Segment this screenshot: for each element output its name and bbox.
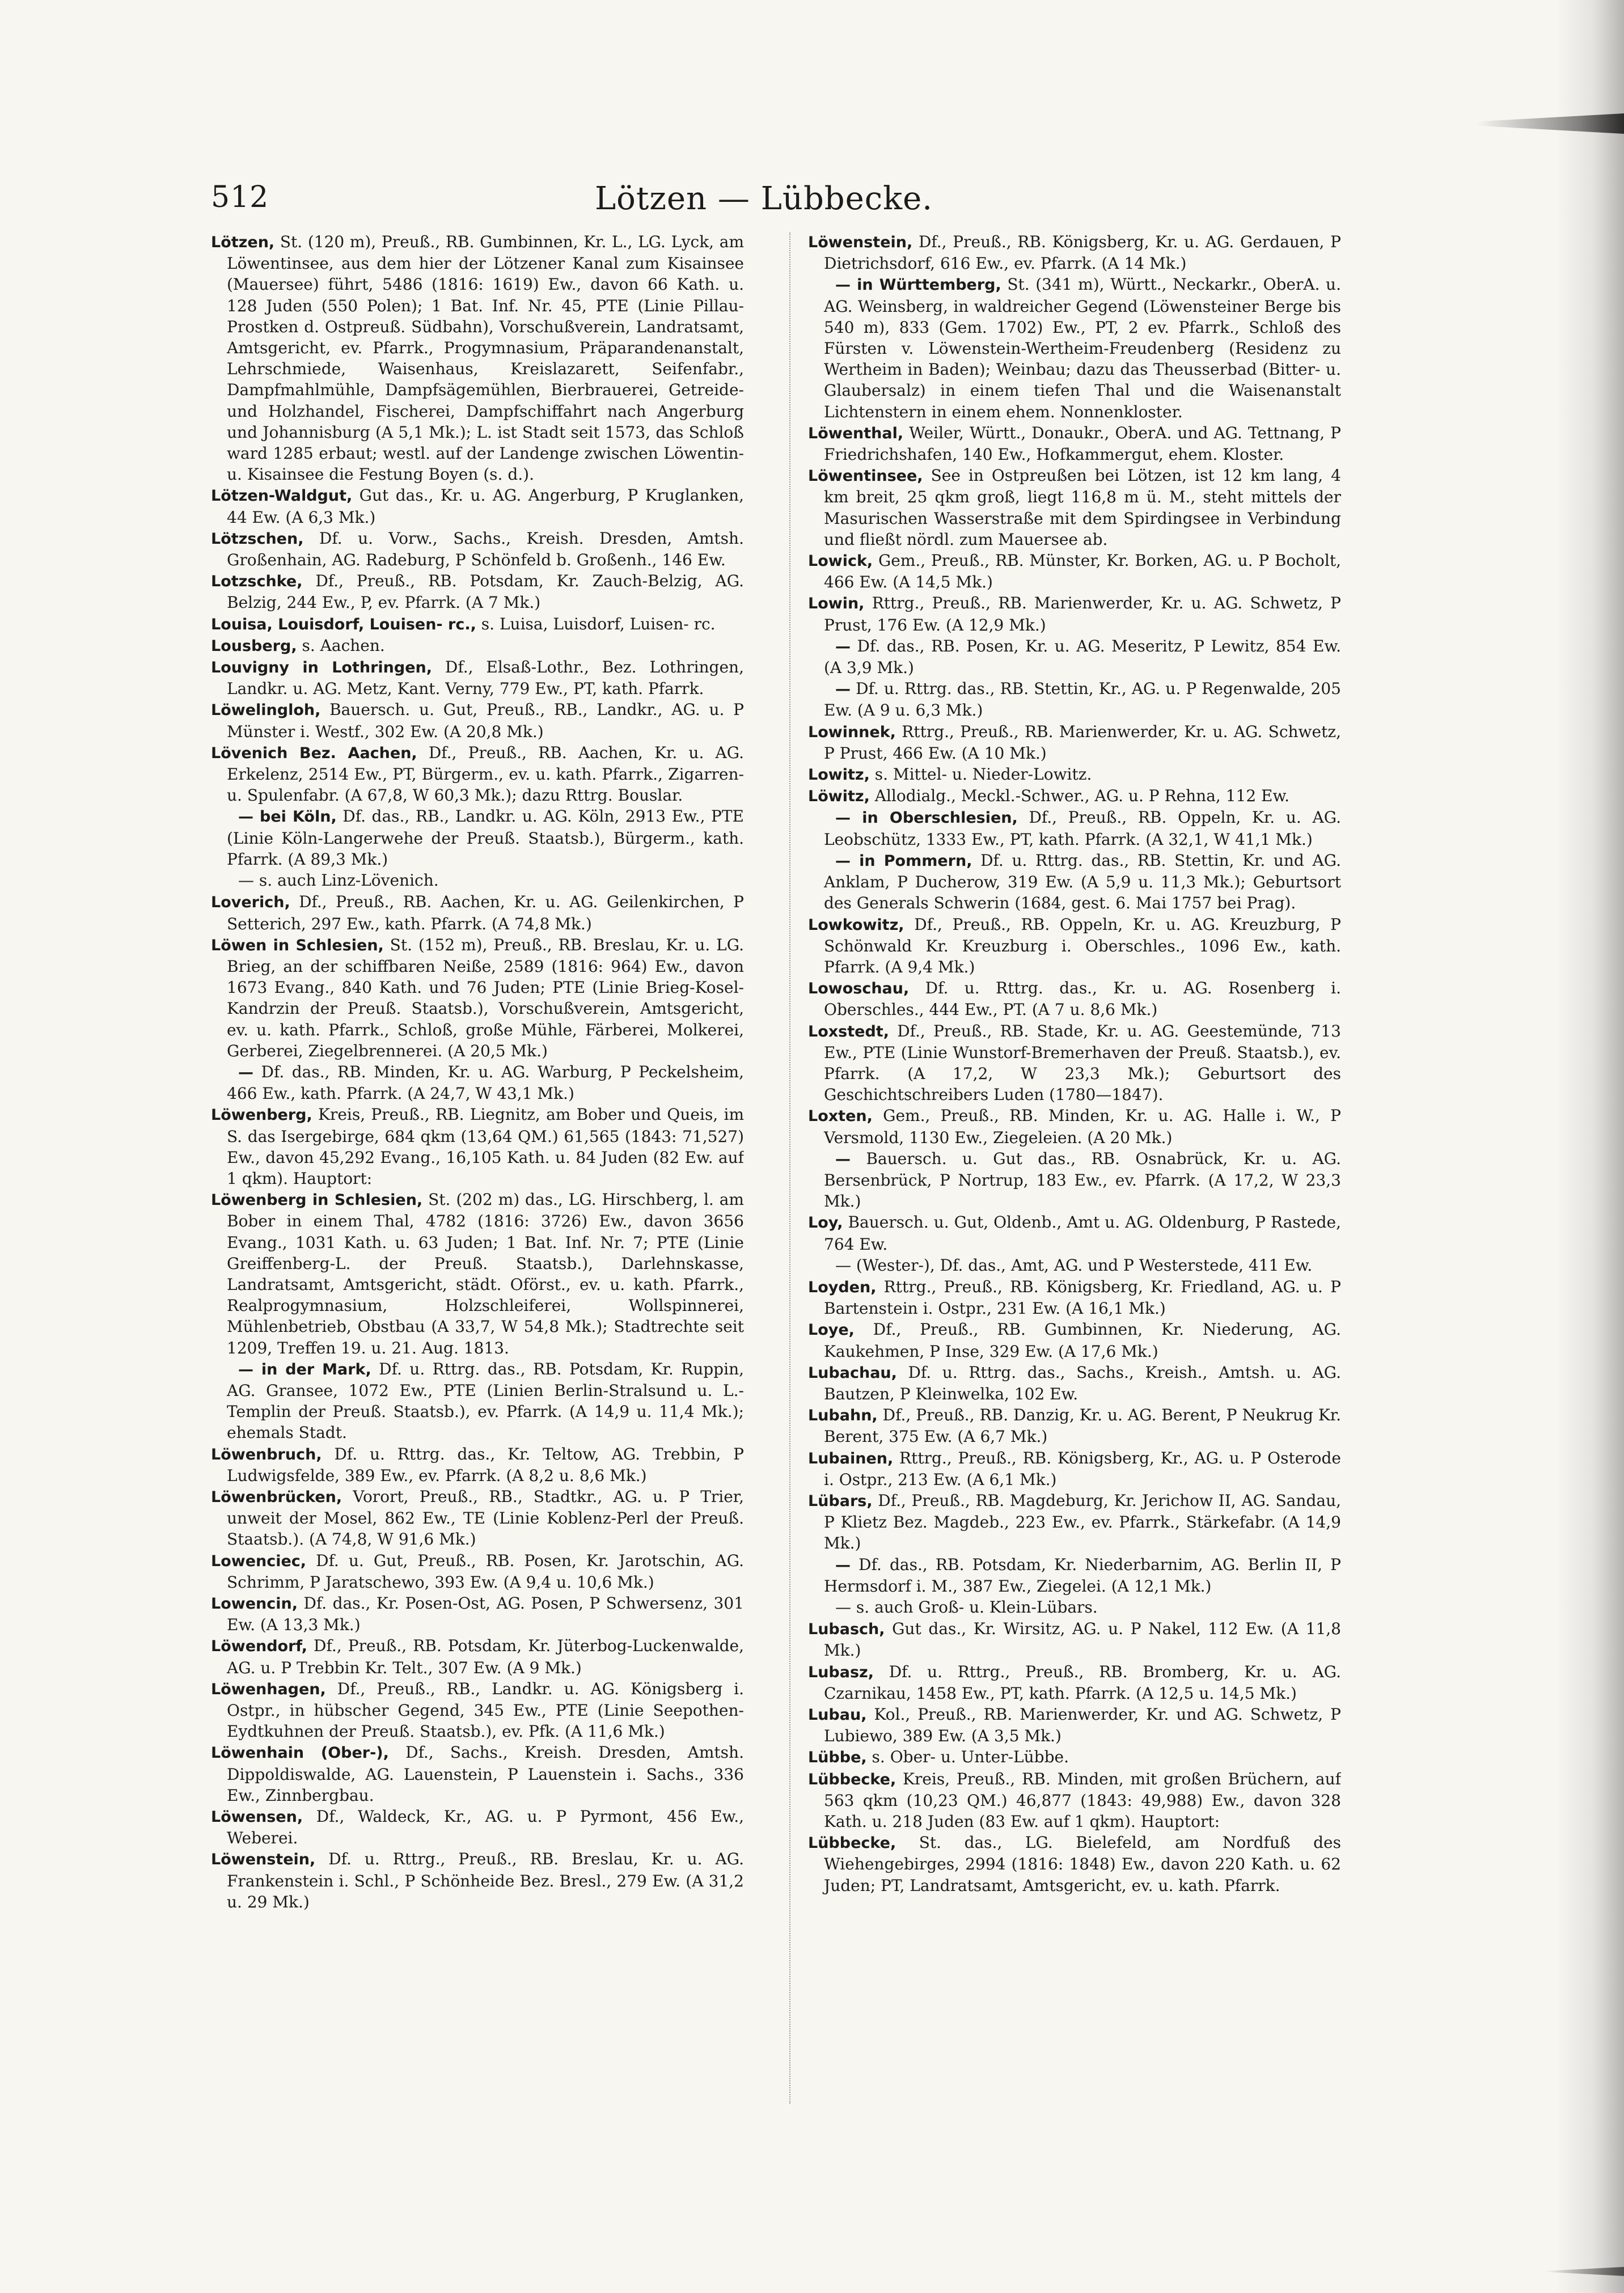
- gazetteer-entry: [211, 614, 744, 635]
- entry-text: Df., Waldeck, Kr., AG. u. P Pyrmont, 456 Ew., Weberei.: [227, 1807, 744, 1848]
- scan-edge-mark-top: [1477, 113, 1624, 134]
- gazetteer-entry: [808, 1554, 1341, 1597]
- entry-headword: Lötzschen,: [211, 530, 304, 548]
- entry-text: Df. u. Rttrg. das., RB. Stettin, Kr., AG. u. P Regenwalde, 205 Ew. (A 9 u. 6,3 Mk.): [824, 679, 1341, 720]
- entry-headword: Lowoschau,: [808, 980, 910, 998]
- entry-text: Df., Preuß., RB. Oppeln, Kr. u. AG. Kreuzburg, P Schönwald Kr. Kreuzburg i. Oberschles., 1096 Ew., kath. Pfarrk. (A 9,4 Mk.): [824, 915, 1341, 976]
- entry-text: — s. auch Linz-Lövenich.: [238, 871, 439, 890]
- entry-headword: Löwenbruch,: [211, 1445, 322, 1463]
- gazetteer-entry: [211, 742, 744, 806]
- entry-text: Rttrg., Preuß., RB. Marienwerder, Kr. u. AG. Schwetz, P Prust, 466 Ew. (A 10 Mk.): [824, 722, 1341, 763]
- entry-headword: Löwenberg,: [211, 1106, 312, 1124]
- entry-headword: Lötzen-Waldgut,: [211, 487, 353, 505]
- entry-headword: Lowitz,: [808, 766, 870, 784]
- entry-text: Bauersch. u. Gut, Preuß., RB., Landkr., AG. u. P Münster i. Westf., 302 Ew. (A 20,8 Mk.): [227, 700, 744, 741]
- gazetteer-entry: [211, 934, 744, 1061]
- entry-headword: Lotzschke,: [211, 573, 303, 591]
- gazetteer-entry: [808, 1404, 1341, 1447]
- entry-headword: Lübbe,: [808, 1749, 867, 1767]
- entry-headword: Lübbecke,: [808, 1770, 896, 1788]
- entry-text: Df., Preuß., RB. Magdeburg, Kr. Jerichow II, AG. Sandau, P Klietz Bez. Magdeb., 223 Ew., ev. Pfarrk., Stärkefabr. (A 14,9 Mk.): [824, 1491, 1341, 1553]
- entry-headword: — in Oberschlesien,: [835, 809, 1018, 827]
- entry-headword: Löwenhagen,: [211, 1680, 326, 1698]
- entry-headword: Lübars,: [808, 1492, 873, 1510]
- entry-headword: Louisa, Louisdorf, Louisen- rc.,: [211, 615, 476, 633]
- entry-headword: —: [835, 1150, 851, 1168]
- gazetteer-entry: [808, 465, 1341, 550]
- entry-text: Weiler, Württ., Donaukr., OberA. und AG. Tettnang, P Friedrichshafen, 140 Ew., Hofkammergut, ehem. Kloster.: [824, 423, 1341, 464]
- entry-headword: —: [835, 680, 851, 699]
- entry-headword: —: [835, 637, 851, 655]
- entry-text: Df., Sachs., Kreish. Dresden, Amtsh. Dippoldiswalde, AG. Lauenstein, P Lauenstein i. Sachs., 336 Ew., Zinnbergbau.: [227, 1743, 744, 1805]
- entry-text: s. Ober- u. Unter-Lübbe.: [866, 1748, 1069, 1767]
- entry-text: Df., Preuß., RB. Danzig, Kr. u. AG. Berent, P Neukrug Kr. Berent, 375 Ew. (A 6,7 Mk.): [824, 1406, 1341, 1446]
- gazetteer-entry: [211, 635, 744, 657]
- entry-text: Rttrg., Preuß., RB. Marienwerder, Kr. u. AG. Schwetz, P Prust, 176 Ew. (A 12,9 Mk.): [824, 594, 1341, 634]
- entry-text: Df. das., RB. Posen, Kr. u. AG. Meseritz, P Lewitz, 854 Ew. (A 3,9 Mk.): [824, 636, 1341, 678]
- entry-headword: Lubainen,: [808, 1449, 894, 1467]
- gazetteer-entry: [808, 422, 1341, 465]
- entry-text: Df. u. Gut, Preuß., RB. Posen, Kr. Jarotschin, AG. Schrimm, P Jaratschewo, 393 Ew. (A 9,4 u. 10,6 Mk.): [227, 1551, 744, 1592]
- entry-text: Df., Preuß., RB. Königsberg, Kr. u. AG. Gerdauen, P Dietrichsdorf, 616 Ew., ev. Pfarrk. (A 14 Mk.): [824, 232, 1341, 273]
- entry-headword: —: [238, 1063, 253, 1081]
- gazetteer-entry: [808, 1769, 1341, 1833]
- entry-headword: —: [835, 1556, 851, 1574]
- gazetteer-entry: [211, 657, 744, 699]
- entry-headword: Löwen in Schlesien,: [211, 936, 384, 954]
- gazetteer-entry: [211, 1593, 744, 1635]
- entry-text: Gut das., Kr. Wirsitz, AG. u. P Nakel, 112 Ew. (A 11,8 Mk.): [824, 1619, 1341, 1660]
- entry-headword: Löwentinsee,: [808, 467, 923, 485]
- gazetteer-entry: [808, 1832, 1341, 1896]
- entry-headword: Lowick,: [808, 552, 873, 570]
- entry-text: Df., Preuß., RB. Potsdam, Kr. Jüterbog-Luckenwalde, AG. u. P Trebbin Kr. Telt., 307 Ew. (A 9 Mk.): [227, 1636, 744, 1677]
- gazetteer-entry: [808, 1362, 1341, 1404]
- entry-headword: Lubasch,: [808, 1621, 885, 1639]
- gazetteer-entry: [808, 764, 1341, 785]
- entry-text: Df. u. Rttrg. das., Sachs., Kreish., Amtsh. u. AG. Bautzen, P Kleinwelka, 102 Ew.: [824, 1363, 1341, 1403]
- entry-headword: Löwenberg in Schlesien,: [211, 1191, 423, 1209]
- entry-headword: Lowinnek,: [808, 723, 896, 741]
- entry-text: Df., Preuß., RB. Aachen, Kr. u. AG. Geilenkirchen, P Setterich, 297 Ew., kath. Pfarrk. (A 74,8 Mk.): [227, 892, 744, 933]
- gazetteer-entry: [808, 636, 1341, 678]
- entry-text: St. (152 m), Preuß., RB. Breslau, Kr. u. LG. Brieg, an der schiffbaren Neiße, 2589 (1816: 964) Ew., davon 1673 Evang., 840 Kath. und 76 Juden; PTE (Linie Brieg-Kosel-Kandrzin der Preuß. Staatsb.), Vorschußverein, Amtsgericht, ev. u. kath. Pfarrk., Schloß, große Mühle, Färberei, Molkerei, Gerberei, Ziegelbrennerei. (A 20,5 Mk.): [227, 935, 744, 1060]
- gazetteer-entry: [808, 1661, 1341, 1704]
- entry-text: Bauersch. u. Gut, Oldenb., Amt u. AG. Oldenburg, P Rastede, 764 Ew.: [824, 1213, 1341, 1254]
- entry-text: Df., Preuß., RB., Landkr. u. AG. Königsberg i. Ostpr., in hübscher Gegend, 345 Ew., PTE (Linie Seepothen-Eydtkuhnen der Preuß. Staatsb.), ev. Pfk. (A 11,6 Mk.): [227, 1679, 744, 1741]
- entry-text: St. (120 m), Preuß., RB. Gumbinnen, Kr. L., LG. Lyck, am Löwentinsee, aus dem hier der Lötzener Kanal zum Kisainsee (Mauersee) führt, 5486 (1816: 1619) Ew., davon 66 Kath. u. 128 Juden (550 Polen); 1 Bat. Inf. Nr. 45, PTE (Linie Pillau-Prostken d. Ostpreuß. Südbahn), Vorschußverein, Landratsamt, Amtsgericht, ev. Pfarrk., Progymnasium, Präparandenanstalt, Lehrschmiede, Waisenhaus, Kreislazarett, Seifenfabr., Dampfmahlmühle, Dampfsägemühlen, Bierbrauerei, Getreide- und Holzhandel, Fischerei, Dampfschiffahrt nach Angerburg und Johannisburg (A 5,1 Mk.); L. ist Stadt seit 1573, das Schloß ward 1285 erbaut; westl. auf der Landenge zwischen Löwentin- u. Kisainsee die Festung Boyen (s. d.).: [227, 232, 744, 484]
- gazetteer-entry: [808, 978, 1341, 1020]
- gazetteer-entry: [211, 231, 744, 485]
- entry-headword: Lötzen,: [211, 234, 275, 251]
- entry-text: Kol., Preuß., RB. Marienwerder, Kr. und AG. Schwetz, P Lubiewo, 389 Ew. (A 3,5 Mk.): [824, 1705, 1341, 1746]
- entry-headword: Lousberg,: [211, 637, 297, 655]
- entry-text: Allodialg., Meckl.-Schwer., AG. u. P Rehna, 112 Ew.: [869, 786, 1290, 806]
- entry-text: — (Wester-), Df. das., Amt, AG. und P Westerstede, 411 Ew.: [835, 1255, 1313, 1275]
- gazetteer-entry: [808, 1276, 1341, 1319]
- entry-headword: Loverich,: [211, 894, 290, 912]
- entry-headword: Loy,: [808, 1214, 843, 1232]
- left-column: [211, 231, 744, 2102]
- entry-headword: Lowencin,: [211, 1595, 298, 1613]
- entry-headword: — in der Mark,: [238, 1360, 371, 1378]
- entry-headword: Löwendorf,: [211, 1638, 307, 1656]
- entry-headword: Lowenciec,: [211, 1552, 307, 1570]
- entry-text: Gem., Preuß., RB. Münster, Kr. Borken, AG. u. P Bocholt, 466 Ew. (A 14,5 Mk.): [824, 551, 1341, 592]
- page-edge-shadow: [1556, 0, 1624, 2293]
- gazetteer-entry: [808, 1618, 1341, 1661]
- entry-headword: Löwenstein,: [211, 1851, 316, 1869]
- entry-text: Df., Preuß., RB. Gumbinnen, Kr. Niederung, AG. Kaukehmen, P Inse, 329 Ew. (A 17,6 Mk.): [824, 1320, 1341, 1361]
- gazetteer-entry: [211, 485, 744, 527]
- entry-text: Gut das., Kr. u. AG. Angerburg, P Kruglanken, 44 Ew. (A 6,3 Mk.): [227, 486, 744, 527]
- entry-text: Gem., Preuß., RB. Minden, Kr. u. AG. Halle i. W., P Versmold, 1130 Ew., Ziegeleien. (A 20 Mk.): [824, 1106, 1341, 1147]
- entry-headword: Löwenthal,: [808, 424, 904, 442]
- entry-headword: Louvigny in Lothringen,: [211, 659, 433, 677]
- gazetteer-entry: [808, 1148, 1341, 1212]
- entry-text: Df., Preuß., RB. Oppeln, Kr. u. AG. Leobschütz, 1333 Ew., PT, kath. Pfarrk. (A 32,1, W 41,1 Mk.): [824, 808, 1341, 849]
- entry-text: Df. u. Rttrg. das., Kr. Teltow, AG. Trebbin, P Ludwigsfelde, 389 Ew., ev. Pfarrk. (A 8,2 u. 8,6 Mk.): [227, 1444, 744, 1485]
- gazetteer-entry: [808, 1597, 1341, 1618]
- entry-text: — s. auch Groß- u. Klein-Lübars.: [835, 1598, 1098, 1617]
- gazetteer-entry: [211, 1678, 744, 1742]
- gazetteer-entry: [808, 1746, 1341, 1768]
- entry-headword: Lubasz,: [808, 1663, 874, 1681]
- gazetteer-entry: [808, 1212, 1341, 1254]
- gazetteer-entry: [211, 870, 744, 891]
- entry-headword: Löwelingloh,: [211, 701, 321, 720]
- entry-headword: Löwenhain (Ober-),: [211, 1744, 389, 1762]
- entry-text: St. das., LG. Bielefeld, am Nordfuß des Wiehengebirges, 2994 (1816: 1848) Ew., davon 220 Kath. u. 62 Juden; PT, Landratsamt, Amtsgericht, ev. u. kath. Pfarrk.: [824, 1833, 1341, 1895]
- entry-headword: — in Württemberg,: [835, 276, 1001, 294]
- entry-text: Df. u. Rttrg. das., RB. Stettin, Kr. und AG. Anklam, P Ducherow, 319 Ew. (A 5,9 u. 11,3 Mk.); Geburtsort des Generals Schwerin (1684, gest. 6. Mai 1757 bei Prag).: [824, 851, 1341, 913]
- gazetteer-entry: [808, 231, 1341, 274]
- gazetteer-entry: [211, 1061, 744, 1104]
- gazetteer-entry: [808, 1255, 1341, 1276]
- entry-headword: Lubau,: [808, 1706, 867, 1724]
- gazetteer-entry: [211, 1104, 744, 1189]
- entry-text: Rttrg., Preuß., RB. Königsberg, Kr. Friedland, AG. u. P Bartenstein i. Ostpr., 231 Ew. (A 16,1 Mk.): [824, 1277, 1341, 1318]
- entry-text: Vorort, Preuß., RB., Stadtkr., AG. u. P Trier, unweit der Mosel, 862 Ew., TE (Linie Koblenz-Perl der Preuß. Staatsb.). (A 74,8, W 91,6 Mk.): [227, 1487, 744, 1549]
- gazetteer-entry: [808, 678, 1341, 721]
- gazetteer-entry: [211, 570, 744, 613]
- entry-headword: Lubachau,: [808, 1364, 897, 1382]
- gazetteer-entry: [808, 1319, 1341, 1361]
- gazetteer-entry: [808, 914, 1341, 978]
- entry-text: See in Ostpreußen bei Lötzen, ist 12 km lang, 4 km breit, 25 qkm groß, liegt 116,8 m ü. M., steht mittels der Masurischen Wasserstraße mit dem Spirdingsee in Verbindung und fließt nördl. zum Mauersee ab.: [824, 466, 1341, 549]
- gazetteer-entry: [211, 806, 744, 870]
- page-number: 512: [211, 180, 269, 214]
- gazetteer-entry: [808, 550, 1341, 593]
- entry-headword: Löwenstein,: [808, 234, 913, 251]
- entry-headword: Lübbecke,: [808, 1834, 896, 1852]
- gazetteer-entry: [211, 1550, 744, 1593]
- entry-text: Df., Elsaß-Lothr., Bez. Lothringen, Landkr. u. AG. Metz, Kant. Verny, 779 Ew., PT, kath. Pfarrk.: [227, 658, 744, 699]
- entry-text: Bauersch. u. Gut das., RB. Osnabrück, Kr. u. AG. Bersenbrück, P Nortrup, 183 Ew., ev. Pfarrk. (A 17,2, W 23,3 Mk.): [824, 1149, 1341, 1211]
- entry-text: s. Luisa, Luisdorf, Luisen- rc.: [476, 614, 716, 633]
- entry-text: Df. das., RB. Minden, Kr. u. AG. Warburg, P Peckelsheim, 466 Ew., kath. Pfarrk. (A 24,7, W 43,1 Mk.): [227, 1062, 744, 1103]
- entry-text: Df. u. Rttrg. das., RB. Potsdam, Kr. Ruppin, AG. Gransee, 1072 Ew., PTE (Linien Berlin-Stralsund u. L.-Templin der Preuß. Staatsb.), ev. Pfarrk. (A 14,9 u. 11,4 Mk.); ehemals Stadt.: [227, 1359, 744, 1442]
- gazetteer-entry: [808, 785, 1341, 807]
- entry-text: Kreis, Preuß., RB. Minden, mit großen Brüchern, auf 563 qkm (10,23 QM.) 46,877 (1843: 49,988) Ew., davon 328 Kath. u. 218 Juden (83 Ew. auf 1 qkm). Hauptort:: [824, 1769, 1341, 1831]
- entry-headword: Loyden,: [808, 1278, 877, 1296]
- page-header: [211, 180, 1317, 226]
- entry-text: Df. u. Rttrg. das., Kr. u. AG. Rosenberg i. Oberschles., 444 Ew., PT. (A 7 u. 8,6 Mk.): [824, 979, 1341, 1019]
- gazetteer-entry: [211, 1848, 744, 1913]
- gazetteer-entry: [211, 1486, 744, 1550]
- entry-text: Df. u. Vorw., Sachs., Kreish. Dresden, Amtsh. Großenhain, AG. Radeburg, P Schönfeld b. Großenh., 146 Ew.: [227, 528, 744, 570]
- entry-headword: Loye,: [808, 1321, 855, 1339]
- entry-headword: Löwitz,: [808, 788, 870, 806]
- gazetteer-entry: [808, 721, 1341, 764]
- gazetteer-entry: [808, 807, 1341, 849]
- entry-text: Df. u. Rttrg., Preuß., RB. Bromberg, Kr. u. AG. Czarnikau, 1458 Ew., PT, kath. Pfarrk. (A 12,5 u. 14,5 Mk.): [824, 1662, 1341, 1703]
- entry-text: St. (341 m), Württ., Neckarkr., OberA. u. AG. Weinsberg, in waldreicher Gegend (Löwensteiner Berge bis 540 m), 833 (Gem. 1702) Ew., PT, 2 ev. Pfarrk., Schloß des Fürsten v. Löwenstein-Wertheim-Freudenberg (Residenz zu Wertheim in Baden); Weinbau; dazu das Theusserbad (Bitter- u. Glaubersalz) in einem tiefen Thal und die Waisenanstalt Lichtenstern in einem ehem. Nonnenkloster.: [824, 275, 1341, 421]
- entry-headword: Lowkowitz,: [808, 916, 904, 934]
- entry-text: Df. das., RB. Potsdam, Kr. Niederbarnim, AG. Berlin II, P Hermsdorf i. M., 387 Ew., Ziegelei. (A 12,1 Mk.): [824, 1555, 1341, 1596]
- entry-text: Kreis, Preuß., RB. Liegnitz, am Bober und Queis, im S. das Isergebirge, 684 qkm (13,64 QM.) 61,565 (1843: 71,527) Ew., davon 45,292 Evang., 16,105 Kath. u. 84 Juden (82 Ew. auf 1 qkm). Hauptort:: [227, 1105, 744, 1188]
- entry-headword: Loxten,: [808, 1107, 873, 1126]
- entry-headword: — in Pommern,: [835, 852, 972, 870]
- column-divider: [789, 232, 790, 2104]
- running-title: Lötzen — Lübbecke.: [594, 180, 933, 217]
- gazetteer-entry: [808, 1448, 1341, 1490]
- gazetteer-entry: [211, 1444, 744, 1486]
- entry-headword: Löwenbrücken,: [211, 1488, 342, 1506]
- gazetteer-entry: [211, 1635, 744, 1678]
- entry-text: s. Mittel- u. Nieder-Lowitz.: [869, 765, 1092, 784]
- entry-headword: Lubahn,: [808, 1407, 878, 1425]
- entry-text: St. (202 m) das., LG. Hirschberg, l. am Bober in einem Thal, 4782 (1816: 3726) Ew., davon 3656 Evang., 1031 Kath. u. 63 Juden; 1 Bat. Inf. Nr. 7; PTE (Linie Greiffenberg-L. der Preuß. Staatsb.), Darlehnskasse, Landratsamt, Amtsgericht, städt. Oförst., ev. u. kath. Pfarrk., Realprogymnasium, Holzschleiferei, Wollspinnerei, Mühlenbetrieb, Obstbau (A 33,7, W 54,8 Mk.); Stadtrechte seit 1209, Treffen 19. u. 21. Aug. 1813.: [227, 1190, 744, 1357]
- gazetteer-entry: [211, 891, 744, 934]
- entry-headword: Lowin,: [808, 595, 865, 613]
- entry-text: Df. das., Kr. Posen-Ost, AG. Posen, P Schwersenz, 301 Ew. (A 13,3 Mk.): [227, 1594, 744, 1635]
- entry-text: Df. das., RB., Landkr. u. AG. Köln, 2913 Ew., PTE (Linie Köln-Langerwehe der Preuß. Staatsb.), Bürgerm., kath. Pfarrk. (A 89,3 Mk.): [227, 807, 744, 869]
- entry-text: Df. u. Rttrg., Preuß., RB. Breslau, Kr. u. AG. Frankenstein i. Schl., P Schönheide Bez. Bresl., 279 Ew. (A 31,2 u. 29 Mk.): [227, 1850, 744, 1911]
- entry-headword: Löwensen,: [211, 1808, 303, 1826]
- entry-text: Rttrg., Preuß., RB. Königsberg, Kr., AG. u. P Osterode i. Ostpr., 213 Ew. (A 6,1 Mk.): [824, 1448, 1341, 1489]
- entry-headword: Lövenich Bez. Aachen,: [211, 744, 417, 762]
- gazetteer-entry: [211, 1806, 744, 1848]
- entry-headword: Loxstedt,: [808, 1022, 889, 1040]
- gazetteer-entry: [211, 528, 744, 570]
- entry-text: Df., Preuß., RB. Potsdam, Kr. Zauch-Belzig, AG. Belzig, 244 Ew., P, ev. Pfarrk. (A 7 Mk.): [227, 572, 744, 612]
- gazetteer-entry: [211, 1359, 744, 1444]
- gazetteer-entry: [808, 1490, 1341, 1554]
- entry-text: Df., Preuß., RB. Aachen, Kr. u. AG. Erkelenz, 2514 Ew., PT, Bürgerm., ev. u. kath. Pfarrk., Zigarren- u. Spulenfabr. (A 67,8, W 60,3 Mk.); dazu Rttrg. Bouslar.: [227, 743, 744, 805]
- gazetteer-entry: [211, 699, 744, 742]
- right-column: [808, 231, 1341, 2102]
- entry-text: Df., Preuß., RB. Stade, Kr. u. AG. Geestemünde, 713 Ew., PTE (Linie Wunstorf-Bremerhaven der Preuß. Staatsb.), ev. Pfarrk. (A 17,2, W 23,3 Mk.); Geburtsort des Geschichtschreibers Luden (1780—1847).: [824, 1021, 1341, 1105]
- gazetteer-entry: [211, 1189, 744, 1359]
- gazetteer-entry: [808, 850, 1341, 914]
- entry-headword: — bei Köln,: [238, 808, 337, 826]
- gazetteer-entry: [808, 1105, 1341, 1148]
- gazetteer-entry: [808, 593, 1341, 635]
- gazetteer-entry: [808, 274, 1341, 422]
- gazetteer-entry: [808, 1021, 1341, 1106]
- gazetteer-entry: [211, 1742, 744, 1806]
- gazetteer-entry: [808, 1704, 1341, 1746]
- entry-text: s. Aachen.: [297, 636, 385, 655]
